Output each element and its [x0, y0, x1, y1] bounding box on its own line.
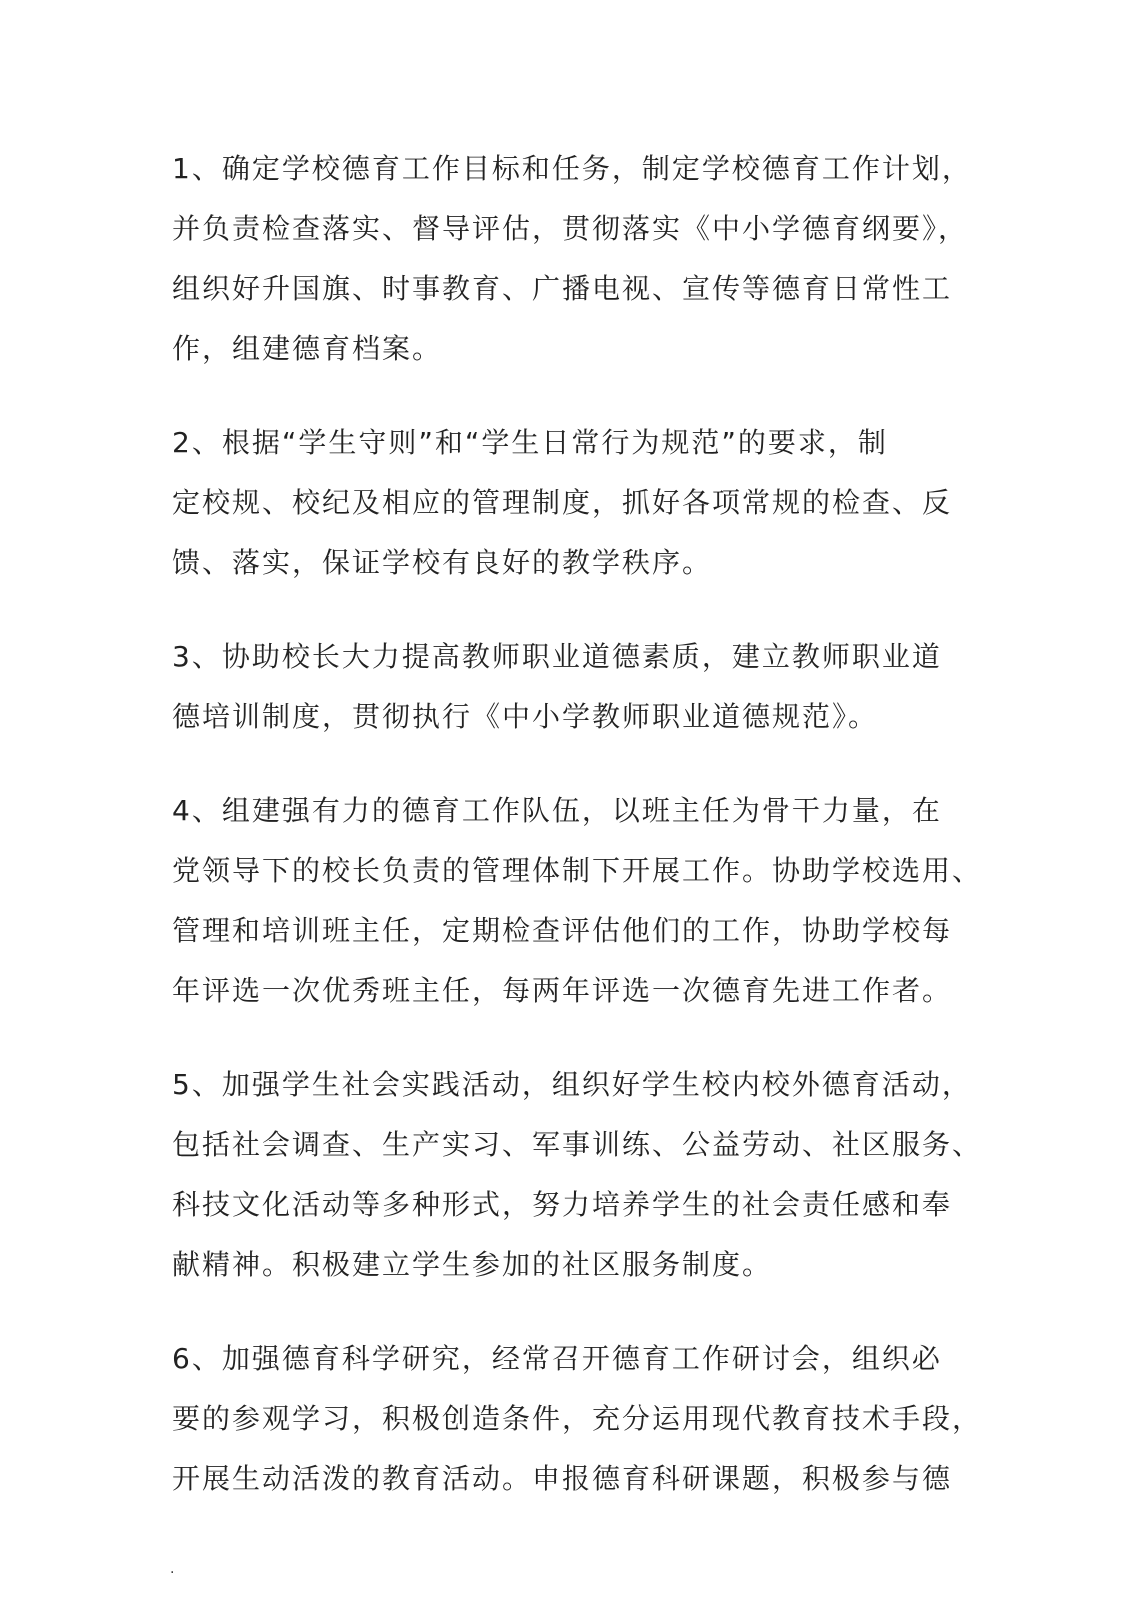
paragraph-line: 作，组建德育档案。: [172, 332, 443, 365]
paragraph-line: 2、根据“学生守则”和“学生日常行为规范”的要求，制: [172, 426, 888, 459]
paragraph-3: [172, 627, 972, 747]
document-body: [172, 139, 983, 1543]
paragraph-line: 开展生动活泼的教育活动。申报德育科研课题，积极参与德: [172, 1462, 953, 1495]
paragraph-line: 科技文化活动等多种形式，努力培养学生的社会责任感和奉: [172, 1188, 953, 1221]
paragraph-line: 4、组建强有力的德育工作队伍，以班主任为骨干力量，在: [172, 794, 942, 827]
paragraph-4: [172, 781, 983, 1021]
paragraph-line: 馈、落实，保证学校有良好的教学秩序。: [172, 546, 713, 579]
paragraph-line: 包括社会调查、生产实习、军事训练、公益劳动、社区服务、: [172, 1128, 983, 1161]
paragraph-line: 1、确定学校德育工作目标和任务，制定学校德育工作计划，: [172, 152, 972, 185]
paragraph-5: [172, 1055, 983, 1295]
paragraph-line: 并负责检查落实、督导评估，贯彻落实《中小学德育纲要》，: [172, 212, 969, 245]
paragraph-line: 年评选一次优秀班主任，每两年评选一次德育先进工作者。: [172, 974, 953, 1007]
paragraph-line: 定校规、校纪及相应的管理制度，抓好各项常规的检查、反: [172, 486, 953, 519]
paragraph-2: [172, 413, 972, 593]
paragraph-line: 党领导下的校长负责的管理体制下开展工作。协助学校选用、: [172, 854, 983, 887]
paragraph-line: 管理和培训班主任，定期检查评估他们的工作，协助学校每: [172, 914, 953, 947]
paragraph-line: 组织好升国旗、时事教育、广播电视、宣传等德育日常性工: [172, 272, 953, 305]
paragraph-line: 3、协助校长大力提高教师职业道德素质，建立教师职业道: [172, 640, 942, 673]
paragraph-6: [172, 1329, 983, 1509]
paragraph-line: 6、加强德育科学研究，经常召开德育工作研讨会，组织必: [172, 1342, 942, 1375]
paragraph-line: 献精神。积极建立学生参加的社区服务制度。: [172, 1248, 773, 1281]
footer-mark: .: [170, 1561, 175, 1577]
paragraph-1: [172, 139, 972, 379]
paragraph-line: 要的参观学习，积极创造条件，充分运用现代教育技术手段，: [172, 1402, 983, 1435]
paragraph-line: 德培训制度，贯彻执行《中小学教师职业道德规范》。: [172, 700, 879, 733]
paragraph-line: 5、加强学生社会实践活动，组织好学生校内校外德育活动，: [172, 1068, 972, 1101]
